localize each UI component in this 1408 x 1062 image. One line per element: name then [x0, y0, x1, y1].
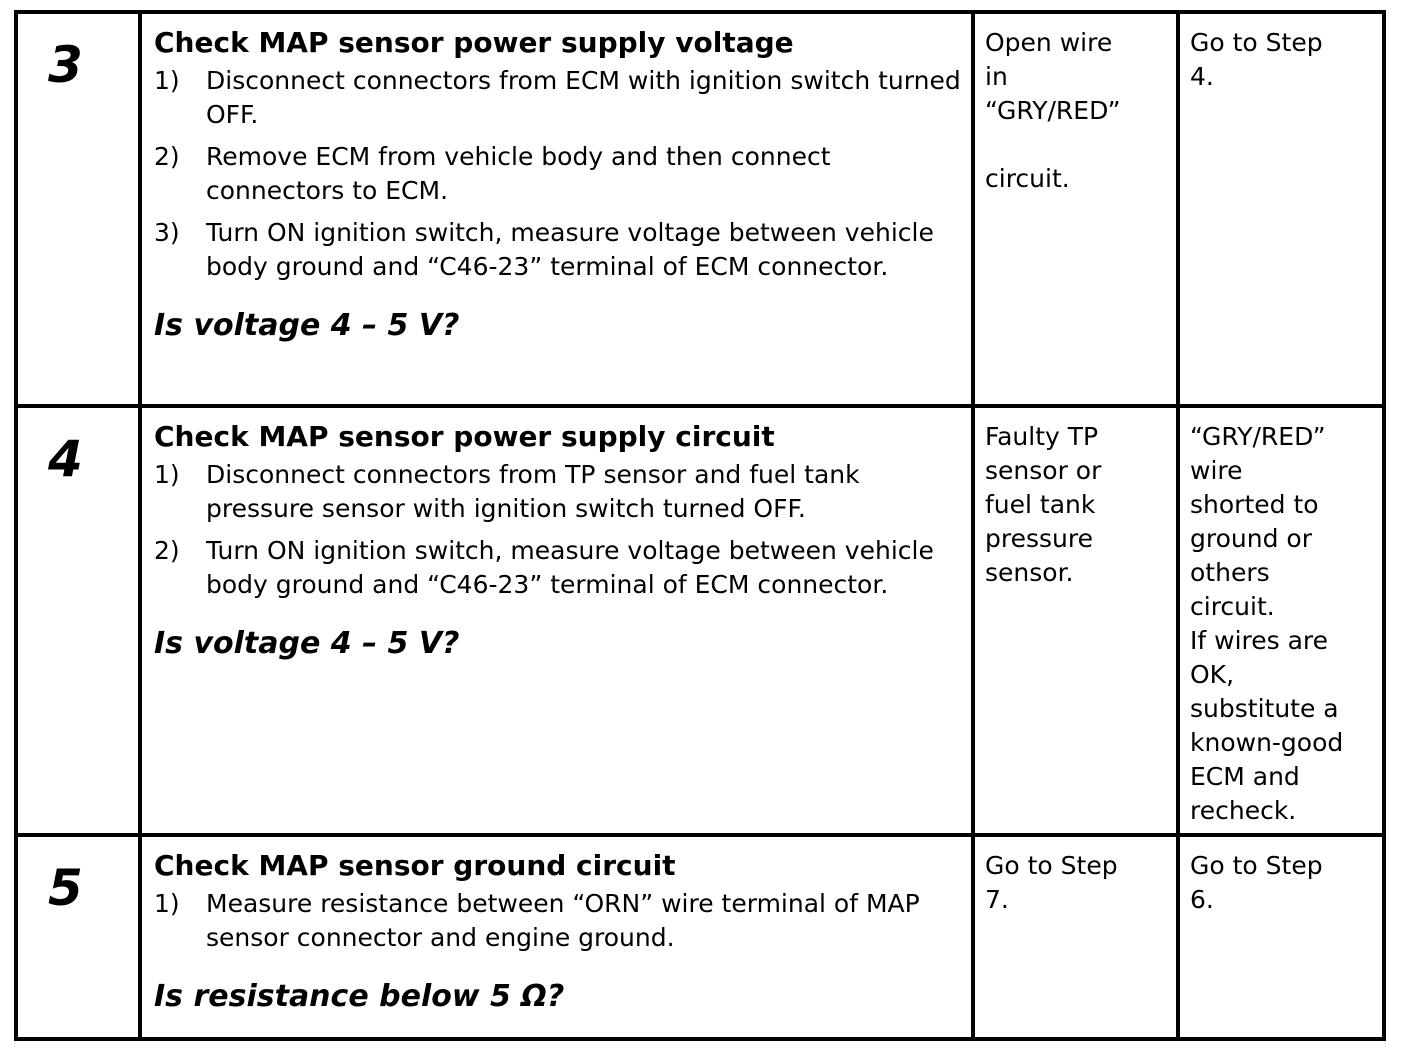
substep-number: 1)	[154, 460, 180, 489]
no-result-cell	[1178, 12, 1384, 406]
step-number: 5	[48, 859, 83, 917]
no-result: Go to Step 6.	[1190, 851, 1323, 914]
check-question: Is voltage 4 – 5 V?	[154, 308, 460, 343]
action-cell	[140, 12, 973, 406]
yes-result: Faulty TP sensor or fuel tank pressure sensor.	[985, 422, 1102, 587]
action-cell	[140, 835, 973, 1039]
substep-number: 1)	[154, 66, 180, 95]
substep-text: Turn ON ignition switch, measure voltage between vehicle body ground and “C46-23” terminal of ECM connector.	[206, 218, 934, 281]
substep-text: Measure resistance between “ORN” wire terminal of MAP sensor connector and engine ground.	[206, 889, 920, 952]
step-number: 4	[48, 430, 83, 488]
no-result-cell	[1178, 406, 1384, 835]
substep-text: Disconnect connectors from ECM with ignition switch turned OFF.	[206, 66, 961, 129]
action-cell	[140, 406, 973, 835]
yes-result: Open wire in “GRY/RED” circuit.	[985, 28, 1121, 193]
substep	[154, 534, 961, 602]
substep-number: 3)	[154, 218, 180, 247]
substep-text: Turn ON ignition switch, measure voltage between vehicle body ground and “C46-23” terminal of ECM connector.	[206, 536, 934, 599]
check-title: Check MAP sensor power supply circuit	[154, 420, 775, 453]
diagnostic-table	[14, 10, 1386, 1041]
substep-text: Remove ECM from vehicle body and then connect connectors to ECM.	[206, 142, 831, 205]
substep	[154, 458, 961, 526]
substep	[154, 140, 961, 208]
step-cell	[16, 835, 140, 1039]
substep	[154, 887, 961, 955]
substep	[154, 216, 961, 284]
step-cell	[16, 12, 140, 406]
substep-text: Disconnect connectors from TP sensor and fuel tank pressure sensor with ignition switch turned OFF.	[206, 460, 860, 523]
step-row	[16, 12, 1384, 406]
substep-number: 1)	[154, 889, 180, 918]
step-cell	[16, 406, 140, 835]
yes-result: Go to Step 7.	[985, 851, 1118, 914]
check-question: Is voltage 4 – 5 V?	[154, 626, 460, 661]
substep-list	[154, 64, 961, 284]
substep	[154, 64, 961, 132]
no-result-cell	[1178, 835, 1384, 1039]
check-title: Check MAP sensor power supply voltage	[154, 26, 794, 59]
yes-result-cell	[973, 835, 1178, 1039]
substep-list	[154, 458, 961, 602]
no-result: Go to Step 4.	[1190, 28, 1323, 91]
step-row	[16, 835, 1384, 1039]
substep-list	[154, 887, 961, 955]
no-result: “GRY/RED” wire shorted to ground or others circuit. If wires are OK, substitute a known-good ECM and recheck.	[1190, 422, 1344, 825]
step-number: 3	[48, 36, 83, 94]
substep-number: 2)	[154, 536, 180, 565]
substep-number: 2)	[154, 142, 180, 171]
yes-result-cell	[973, 406, 1178, 835]
check-question: Is resistance below 5 Ω?	[154, 979, 565, 1014]
check-title: Check MAP sensor ground circuit	[154, 849, 676, 882]
step-row	[16, 406, 1384, 835]
yes-result-cell	[973, 12, 1178, 406]
